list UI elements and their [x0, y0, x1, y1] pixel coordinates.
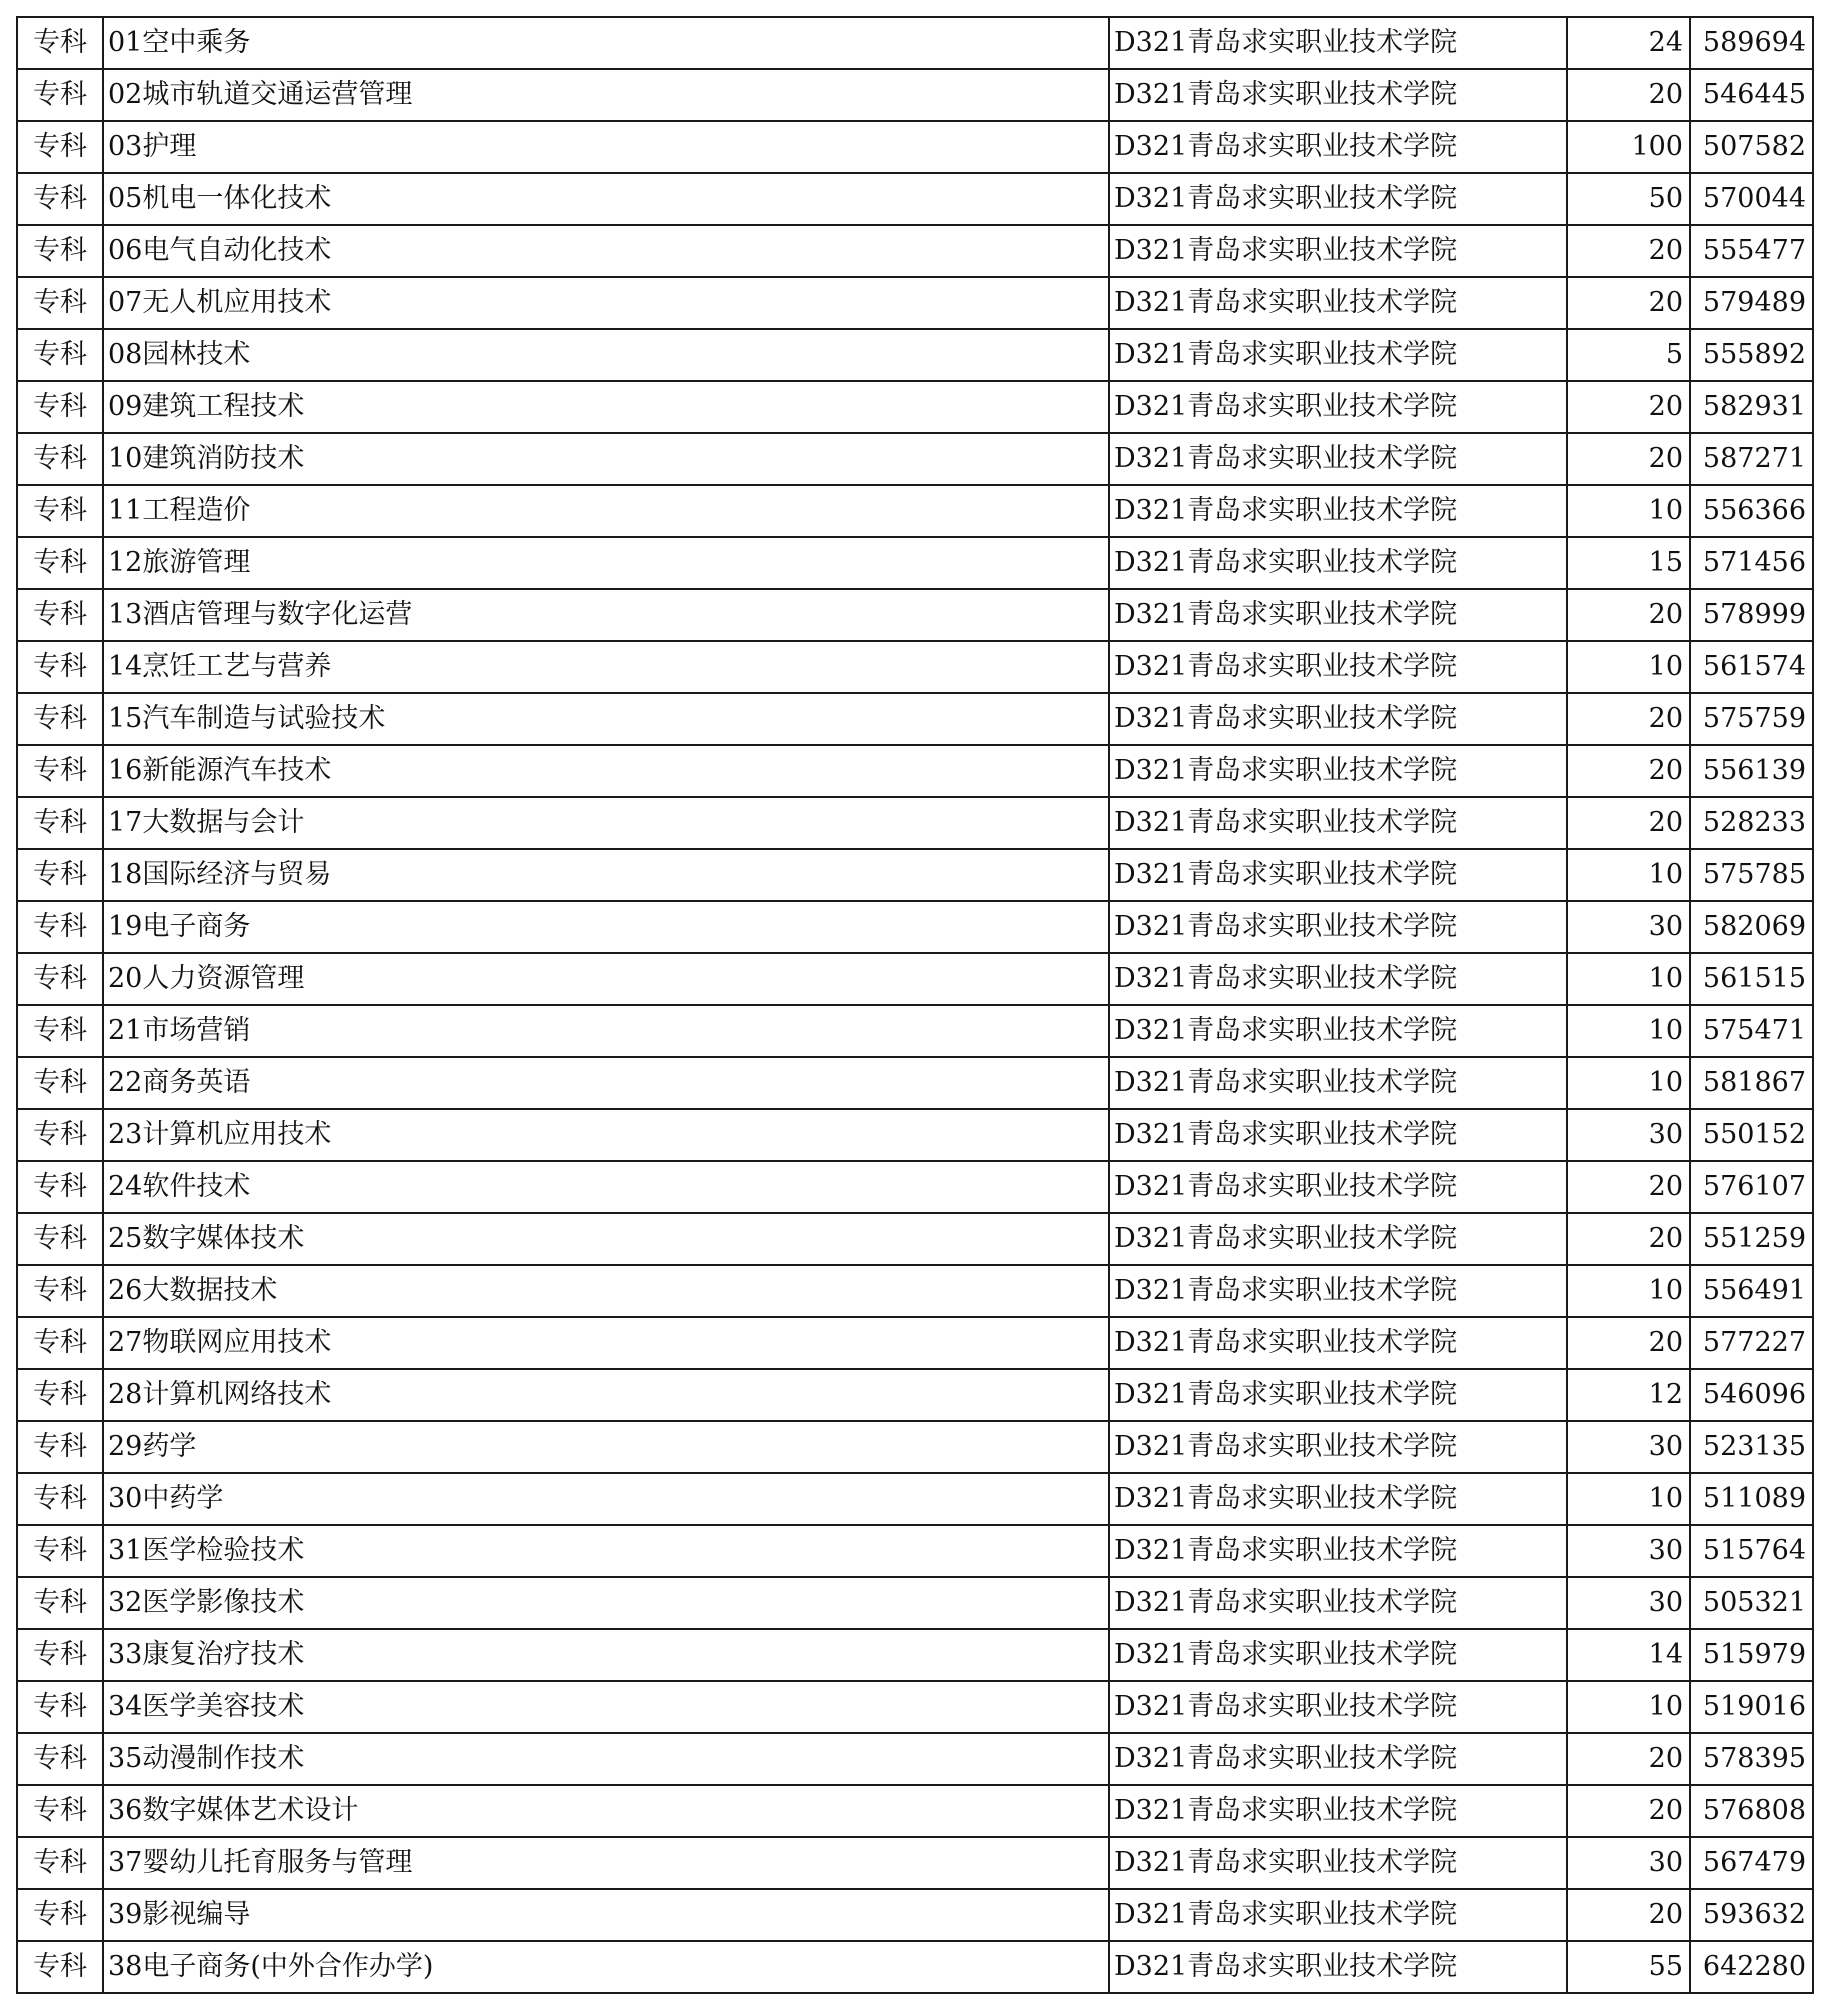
cell-major: 21市场营销	[103, 1005, 1109, 1057]
cell-plan-count: 20	[1567, 693, 1690, 745]
cell-level: 专科	[17, 1889, 103, 1941]
cell-major: 02城市轨道交通运营管理	[103, 69, 1109, 121]
cell-plan-count: 15	[1567, 537, 1690, 589]
cell-plan-count: 20	[1567, 1317, 1690, 1369]
cell-plan-count: 10	[1567, 485, 1690, 537]
cell-min-rank: 555477	[1690, 225, 1813, 277]
cell-school: D321青岛求实职业技术学院	[1109, 1837, 1567, 1889]
cell-level: 专科	[17, 589, 103, 641]
table-row	[17, 797, 1813, 849]
cell-level: 专科	[17, 1057, 103, 1109]
cell-plan-count: 20	[1567, 797, 1690, 849]
table-row	[17, 1577, 1813, 1629]
cell-level: 专科	[17, 173, 103, 225]
cell-school: D321青岛求实职业技术学院	[1109, 277, 1567, 329]
cell-min-rank: 571456	[1690, 537, 1813, 589]
cell-level: 专科	[17, 1369, 103, 1421]
cell-level: 专科	[17, 1473, 103, 1525]
cell-plan-count: 20	[1567, 381, 1690, 433]
cell-min-rank: 581867	[1690, 1057, 1813, 1109]
cell-major: 36数字媒体艺术设计	[103, 1785, 1109, 1837]
cell-min-rank: 578999	[1690, 589, 1813, 641]
cell-school: D321青岛求实职业技术学院	[1109, 1733, 1567, 1785]
table-row	[17, 1785, 1813, 1837]
table-row	[17, 381, 1813, 433]
cell-school: D321青岛求实职业技术学院	[1109, 1317, 1567, 1369]
cell-min-rank: 515979	[1690, 1629, 1813, 1681]
cell-min-rank: 576808	[1690, 1785, 1813, 1837]
cell-min-rank: 575785	[1690, 849, 1813, 901]
cell-plan-count: 10	[1567, 1473, 1690, 1525]
cell-major: 38电子商务(中外合作办学)	[103, 1941, 1109, 1993]
cell-level: 专科	[17, 1421, 103, 1473]
cell-plan-count: 30	[1567, 1525, 1690, 1577]
cell-plan-count: 20	[1567, 589, 1690, 641]
cell-plan-count: 100	[1567, 121, 1690, 173]
table-row	[17, 1837, 1813, 1889]
cell-major: 26大数据技术	[103, 1265, 1109, 1317]
cell-major: 17大数据与会计	[103, 797, 1109, 849]
cell-school: D321青岛求实职业技术学院	[1109, 1629, 1567, 1681]
table-row	[17, 537, 1813, 589]
table-row	[17, 1057, 1813, 1109]
cell-min-rank: 593632	[1690, 1889, 1813, 1941]
table-row	[17, 693, 1813, 745]
table-row	[17, 849, 1813, 901]
cell-min-rank: 567479	[1690, 1837, 1813, 1889]
table-row	[17, 1889, 1813, 1941]
table-row	[17, 953, 1813, 1005]
cell-school: D321青岛求实职业技术学院	[1109, 693, 1567, 745]
cell-min-rank: 561574	[1690, 641, 1813, 693]
cell-plan-count: 10	[1567, 1265, 1690, 1317]
table-row	[17, 641, 1813, 693]
cell-school: D321青岛求实职业技术学院	[1109, 589, 1567, 641]
cell-school: D321青岛求实职业技术学院	[1109, 1213, 1567, 1265]
cell-major: 31医学检验技术	[103, 1525, 1109, 1577]
cell-school: D321青岛求实职业技术学院	[1109, 329, 1567, 381]
cell-level: 专科	[17, 1785, 103, 1837]
cell-min-rank: 575471	[1690, 1005, 1813, 1057]
cell-min-rank: 551259	[1690, 1213, 1813, 1265]
cell-school: D321青岛求实职业技术学院	[1109, 1473, 1567, 1525]
cell-school: D321青岛求实职业技术学院	[1109, 1577, 1567, 1629]
table-row	[17, 1265, 1813, 1317]
table-row	[17, 433, 1813, 485]
cell-min-rank: 515764	[1690, 1525, 1813, 1577]
cell-level: 专科	[17, 1733, 103, 1785]
cell-level: 专科	[17, 329, 103, 381]
table-row	[17, 1213, 1813, 1265]
cell-school: D321青岛求实职业技术学院	[1109, 1057, 1567, 1109]
cell-plan-count: 30	[1567, 1109, 1690, 1161]
cell-major: 25数字媒体技术	[103, 1213, 1109, 1265]
cell-min-rank: 582069	[1690, 901, 1813, 953]
cell-school: D321青岛求实职业技术学院	[1109, 485, 1567, 537]
cell-min-rank: 642280	[1690, 1941, 1813, 1993]
cell-school: D321青岛求实职业技术学院	[1109, 173, 1567, 225]
cell-min-rank: 578395	[1690, 1733, 1813, 1785]
cell-level: 专科	[17, 693, 103, 745]
cell-min-rank: 519016	[1690, 1681, 1813, 1733]
cell-min-rank: 523135	[1690, 1421, 1813, 1473]
cell-school: D321青岛求实职业技术学院	[1109, 745, 1567, 797]
table-row	[17, 1161, 1813, 1213]
cell-plan-count: 20	[1567, 745, 1690, 797]
cell-major: 06电气自动化技术	[103, 225, 1109, 277]
cell-major: 22商务英语	[103, 1057, 1109, 1109]
cell-level: 专科	[17, 849, 103, 901]
cell-min-rank: 505321	[1690, 1577, 1813, 1629]
cell-school: D321青岛求实职业技术学院	[1109, 1785, 1567, 1837]
table-row	[17, 1109, 1813, 1161]
table-row	[17, 1317, 1813, 1369]
table-row	[17, 1733, 1813, 1785]
table-row	[17, 121, 1813, 173]
cell-min-rank: 587271	[1690, 433, 1813, 485]
cell-plan-count: 12	[1567, 1369, 1690, 1421]
cell-min-rank: 550152	[1690, 1109, 1813, 1161]
cell-level: 专科	[17, 433, 103, 485]
table-row	[17, 69, 1813, 121]
cell-major: 16新能源汽车技术	[103, 745, 1109, 797]
cell-school: D321青岛求实职业技术学院	[1109, 1161, 1567, 1213]
cell-min-rank: 561515	[1690, 953, 1813, 1005]
cell-major: 01空中乘务	[103, 17, 1109, 69]
cell-plan-count: 20	[1567, 69, 1690, 121]
table-body	[17, 17, 1813, 1993]
cell-major: 18国际经济与贸易	[103, 849, 1109, 901]
cell-level: 专科	[17, 1109, 103, 1161]
cell-level: 专科	[17, 641, 103, 693]
cell-level: 专科	[17, 1161, 103, 1213]
cell-level: 专科	[17, 1941, 103, 1993]
cell-plan-count: 10	[1567, 849, 1690, 901]
cell-level: 专科	[17, 797, 103, 849]
table-row	[17, 173, 1813, 225]
cell-school: D321青岛求实职业技术学院	[1109, 1109, 1567, 1161]
cell-plan-count: 10	[1567, 1005, 1690, 1057]
cell-plan-count: 5	[1567, 329, 1690, 381]
cell-level: 专科	[17, 745, 103, 797]
cell-plan-count: 10	[1567, 641, 1690, 693]
cell-major: 14烹饪工艺与营养	[103, 641, 1109, 693]
cell-school: D321青岛求实职业技术学院	[1109, 1889, 1567, 1941]
cell-min-rank: 556366	[1690, 485, 1813, 537]
cell-plan-count: 50	[1567, 173, 1690, 225]
cell-level: 专科	[17, 537, 103, 589]
cell-level: 专科	[17, 69, 103, 121]
cell-plan-count: 20	[1567, 277, 1690, 329]
cell-plan-count: 30	[1567, 901, 1690, 953]
table-row	[17, 745, 1813, 797]
cell-min-rank: 555892	[1690, 329, 1813, 381]
cell-level: 专科	[17, 901, 103, 953]
cell-major: 15汽车制造与试验技术	[103, 693, 1109, 745]
cell-plan-count: 10	[1567, 1681, 1690, 1733]
cell-level: 专科	[17, 1681, 103, 1733]
table-row	[17, 1629, 1813, 1681]
table-row	[17, 1421, 1813, 1473]
cell-plan-count: 24	[1567, 17, 1690, 69]
cell-school: D321青岛求实职业技术学院	[1109, 69, 1567, 121]
cell-plan-count: 20	[1567, 433, 1690, 485]
cell-major: 03护理	[103, 121, 1109, 173]
table-row	[17, 1005, 1813, 1057]
cell-major: 08园林技术	[103, 329, 1109, 381]
cell-level: 专科	[17, 17, 103, 69]
cell-min-rank: 546445	[1690, 69, 1813, 121]
cell-plan-count: 10	[1567, 1057, 1690, 1109]
cell-level: 专科	[17, 1577, 103, 1629]
cell-major: 37婴幼儿托育服务与管理	[103, 1837, 1109, 1889]
cell-plan-count: 20	[1567, 1733, 1690, 1785]
cell-min-rank: 570044	[1690, 173, 1813, 225]
cell-school: D321青岛求实职业技术学院	[1109, 225, 1567, 277]
cell-level: 专科	[17, 1629, 103, 1681]
cell-min-rank: 589694	[1690, 17, 1813, 69]
cell-school: D321青岛求实职业技术学院	[1109, 953, 1567, 1005]
cell-level: 专科	[17, 1213, 103, 1265]
cell-level: 专科	[17, 1265, 103, 1317]
cell-school: D321青岛求实职业技术学院	[1109, 1369, 1567, 1421]
cell-min-rank: 546096	[1690, 1369, 1813, 1421]
cell-level: 专科	[17, 277, 103, 329]
cell-school: D321青岛求实职业技术学院	[1109, 537, 1567, 589]
cell-level: 专科	[17, 121, 103, 173]
cell-level: 专科	[17, 225, 103, 277]
cell-plan-count: 14	[1567, 1629, 1690, 1681]
table-row	[17, 1473, 1813, 1525]
cell-major: 35动漫制作技术	[103, 1733, 1109, 1785]
cell-min-rank: 528233	[1690, 797, 1813, 849]
cell-major: 39影视编导	[103, 1889, 1109, 1941]
cell-school: D321青岛求实职业技术学院	[1109, 797, 1567, 849]
cell-major: 12旅游管理	[103, 537, 1109, 589]
admissions-table	[16, 16, 1814, 1994]
cell-school: D321青岛求实职业技术学院	[1109, 1941, 1567, 1993]
cell-level: 专科	[17, 485, 103, 537]
cell-min-rank: 556139	[1690, 745, 1813, 797]
cell-plan-count: 30	[1567, 1577, 1690, 1629]
cell-plan-count: 30	[1567, 1837, 1690, 1889]
table-row	[17, 225, 1813, 277]
cell-level: 专科	[17, 1837, 103, 1889]
cell-plan-count: 20	[1567, 225, 1690, 277]
cell-major: 20人力资源管理	[103, 953, 1109, 1005]
table-row	[17, 17, 1813, 69]
cell-major: 11工程造价	[103, 485, 1109, 537]
cell-min-rank: 556491	[1690, 1265, 1813, 1317]
table-row	[17, 1369, 1813, 1421]
cell-major: 07无人机应用技术	[103, 277, 1109, 329]
cell-level: 专科	[17, 1317, 103, 1369]
cell-major: 13酒店管理与数字化运营	[103, 589, 1109, 641]
cell-plan-count: 20	[1567, 1785, 1690, 1837]
cell-major: 24软件技术	[103, 1161, 1109, 1213]
cell-major: 05机电一体化技术	[103, 173, 1109, 225]
cell-level: 专科	[17, 381, 103, 433]
table-row	[17, 1941, 1813, 1993]
table-row	[17, 329, 1813, 381]
cell-min-rank: 582931	[1690, 381, 1813, 433]
cell-plan-count: 55	[1567, 1941, 1690, 1993]
table-row	[17, 901, 1813, 953]
cell-major: 30中药学	[103, 1473, 1109, 1525]
cell-min-rank: 507582	[1690, 121, 1813, 173]
table-row	[17, 1681, 1813, 1733]
cell-plan-count: 20	[1567, 1889, 1690, 1941]
table-row	[17, 485, 1813, 537]
cell-major: 19电子商务	[103, 901, 1109, 953]
cell-school: D321青岛求实职业技术学院	[1109, 1421, 1567, 1473]
cell-plan-count: 30	[1567, 1421, 1690, 1473]
cell-major: 28计算机网络技术	[103, 1369, 1109, 1421]
cell-min-rank: 577227	[1690, 1317, 1813, 1369]
table-row	[17, 277, 1813, 329]
cell-plan-count: 20	[1567, 1213, 1690, 1265]
cell-major: 09建筑工程技术	[103, 381, 1109, 433]
cell-school: D321青岛求实职业技术学院	[1109, 381, 1567, 433]
cell-major: 23计算机应用技术	[103, 1109, 1109, 1161]
cell-level: 专科	[17, 953, 103, 1005]
cell-school: D321青岛求实职业技术学院	[1109, 641, 1567, 693]
cell-min-rank: 576107	[1690, 1161, 1813, 1213]
cell-level: 专科	[17, 1005, 103, 1057]
table-row	[17, 589, 1813, 641]
cell-major: 32医学影像技术	[103, 1577, 1109, 1629]
cell-min-rank: 511089	[1690, 1473, 1813, 1525]
cell-school: D321青岛求实职业技术学院	[1109, 121, 1567, 173]
cell-plan-count: 10	[1567, 953, 1690, 1005]
cell-school: D321青岛求实职业技术学院	[1109, 849, 1567, 901]
cell-major: 27物联网应用技术	[103, 1317, 1109, 1369]
cell-school: D321青岛求实职业技术学院	[1109, 901, 1567, 953]
cell-school: D321青岛求实职业技术学院	[1109, 1005, 1567, 1057]
admissions-table-container	[16, 16, 1812, 1994]
cell-school: D321青岛求实职业技术学院	[1109, 1265, 1567, 1317]
cell-level: 专科	[17, 1525, 103, 1577]
cell-plan-count: 20	[1567, 1161, 1690, 1213]
cell-school: D321青岛求实职业技术学院	[1109, 1525, 1567, 1577]
cell-major: 10建筑消防技术	[103, 433, 1109, 485]
cell-school: D321青岛求实职业技术学院	[1109, 1681, 1567, 1733]
cell-school: D321青岛求实职业技术学院	[1109, 17, 1567, 69]
cell-school: D321青岛求实职业技术学院	[1109, 433, 1567, 485]
cell-major: 29药学	[103, 1421, 1109, 1473]
cell-major: 34医学美容技术	[103, 1681, 1109, 1733]
cell-min-rank: 579489	[1690, 277, 1813, 329]
table-row	[17, 1525, 1813, 1577]
cell-min-rank: 575759	[1690, 693, 1813, 745]
cell-major: 33康复治疗技术	[103, 1629, 1109, 1681]
